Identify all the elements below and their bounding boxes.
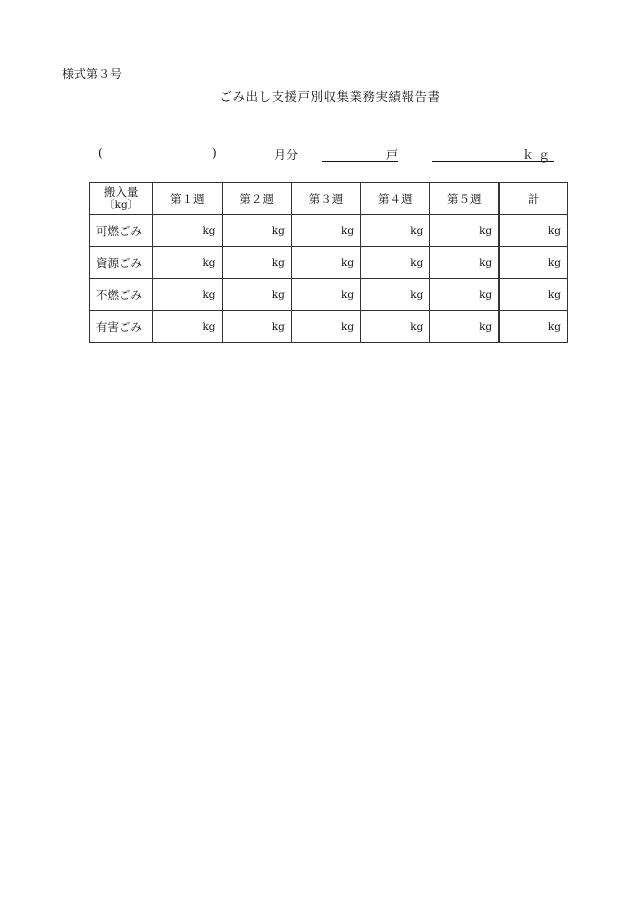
table-cell: kg (153, 247, 222, 279)
row-label: 不燃ごみ (90, 279, 153, 311)
weight-unit: ｋｇ (521, 148, 554, 162)
column-header-week3: 第３週 (291, 183, 360, 215)
table-cell: kg (361, 311, 430, 343)
corner-header (90, 183, 153, 215)
table-cell: kg (430, 247, 499, 279)
table-cell: kg (222, 311, 291, 343)
table-row (90, 215, 568, 247)
table-cell: kg (430, 311, 499, 343)
table-cell: kg (291, 215, 360, 247)
row-label: 資源ごみ (90, 247, 153, 279)
table-cell: kg (222, 215, 291, 247)
form-number: 様式第３号 (62, 67, 123, 81)
table-cell: kg (291, 311, 360, 343)
households-field (322, 146, 398, 162)
table-cell: kg (222, 279, 291, 311)
table-cell: kg (361, 247, 430, 279)
table-cell: kg (153, 215, 222, 247)
table-row (90, 247, 568, 279)
column-header-week2: 第２週 (222, 183, 291, 215)
table-cell: kg (291, 279, 360, 311)
column-header-week5: 第５週 (430, 183, 499, 215)
report-header-line (0, 146, 630, 162)
table-cell: kg (222, 247, 291, 279)
table-cell-total: kg (499, 279, 567, 311)
table-cell-total: kg (499, 247, 567, 279)
table-cell-total: kg (499, 311, 567, 343)
table-cell-total: kg (499, 215, 567, 247)
table-cell: kg (430, 279, 499, 311)
table-cell: kg (430, 215, 499, 247)
column-header-total: 計 (499, 183, 567, 215)
collection-table (89, 182, 568, 343)
table-cell: kg (361, 279, 430, 311)
column-header-week4: 第４週 (361, 183, 430, 215)
table-row (90, 311, 568, 343)
corner-header-top: 搬入量 (103, 184, 139, 199)
table-cell: kg (291, 247, 360, 279)
table-cell: kg (153, 279, 222, 311)
total-weight-field (432, 146, 554, 162)
paren-open: ( (98, 146, 103, 160)
column-header-week1: 第１週 (153, 183, 222, 215)
document-title: ごみ出し支援戸別収集業務実績報告書 (219, 89, 441, 104)
table-row (90, 279, 568, 311)
row-label: 可燃ごみ (90, 215, 153, 247)
row-label: 有害ごみ (90, 311, 153, 343)
table-cell: kg (153, 311, 222, 343)
corner-header-unit: 〔kg〕 (104, 198, 139, 211)
month-label: 月分 (274, 148, 299, 162)
households-unit: 戸 (385, 148, 398, 162)
table-header-row (90, 183, 568, 215)
paren-close: ) (212, 146, 217, 160)
table-cell: kg (361, 215, 430, 247)
